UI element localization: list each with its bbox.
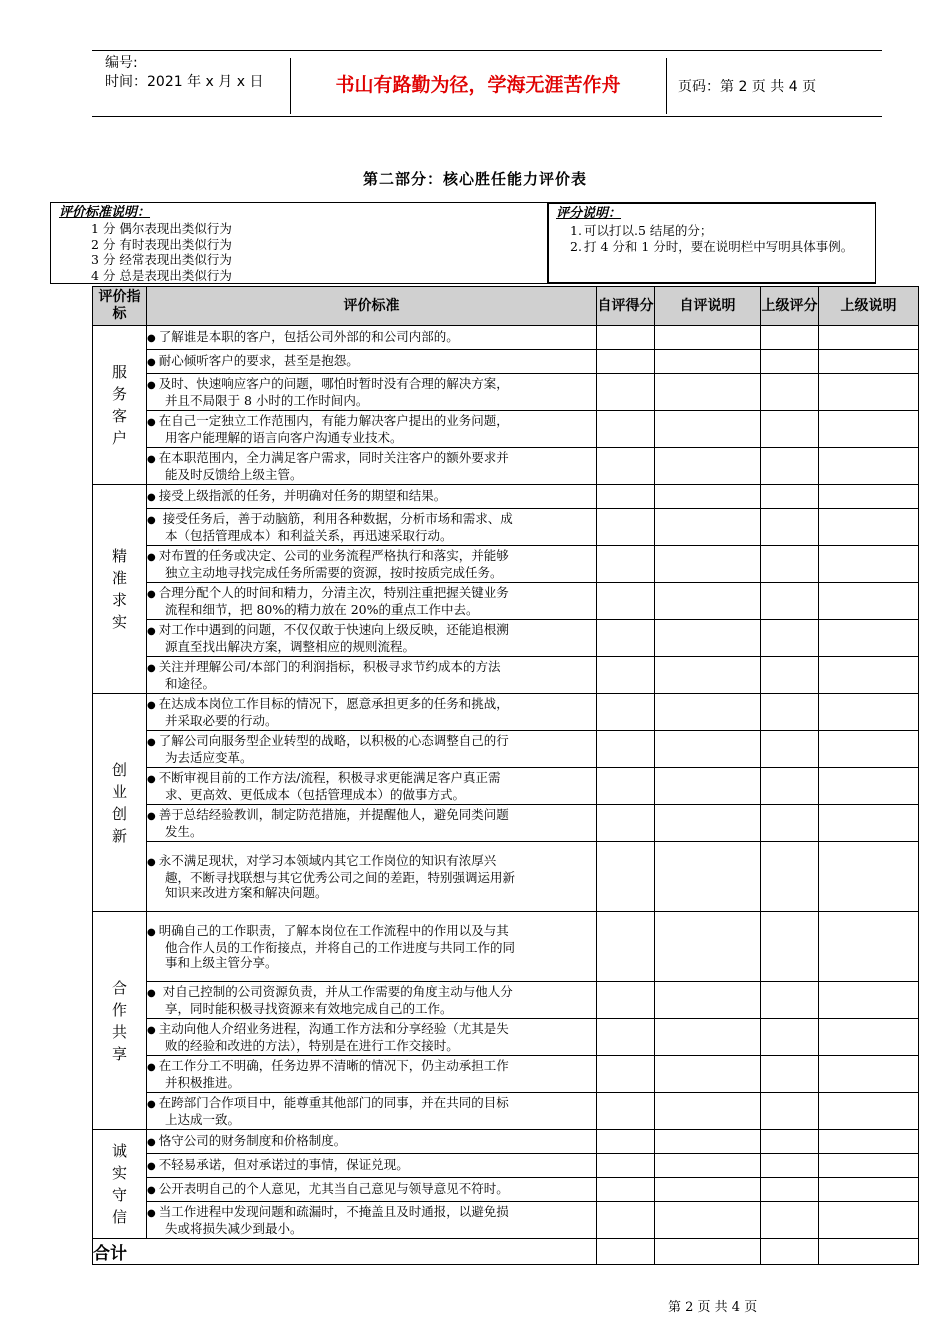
criteria-cell (147, 1056, 597, 1093)
table-row (93, 694, 919, 731)
bullet-icon: ● (147, 333, 156, 344)
criteria-legend-item: 2 分 有时表现出类似行为 (91, 236, 232, 252)
self-note-cell[interactable] (655, 842, 761, 912)
table-row (93, 485, 919, 509)
total-self-score-cell[interactable] (597, 1239, 655, 1265)
criteria-cell (147, 1178, 597, 1202)
header-self-score: 自评得分 (597, 287, 655, 326)
scoring-legend-num: 1. (570, 223, 582, 238)
bullet-icon: ● (147, 1062, 156, 1073)
supervisor-note-cell[interactable] (819, 1130, 919, 1154)
criteria-cell (147, 583, 597, 620)
criteria-text: 失或将损失减少到最小。 (165, 1221, 303, 1236)
indicator-cell (93, 912, 147, 1130)
bullet-icon: ● (147, 626, 156, 637)
indicator-label: 创业创新 (111, 760, 127, 845)
self-note-cell[interactable] (655, 731, 761, 768)
scoring-legend (547, 203, 876, 283)
bullet-icon: ● (147, 774, 156, 785)
criteria-text: 主动向他人介绍业务进程，沟通工作方法和分享经验（尤其是失 (158, 1021, 509, 1036)
supervisor-note-cell[interactable] (819, 731, 919, 768)
self-note-cell[interactable] (655, 982, 761, 1019)
self-score-cell[interactable] (597, 805, 655, 842)
supervisor-score-cell[interactable] (761, 583, 819, 620)
supervisor-note-cell[interactable] (819, 694, 919, 731)
table-row (93, 731, 919, 768)
criteria-text: 源直至找出解决方案，调整相应的规则流程。 (165, 639, 416, 654)
criteria-text: 善于总结经验教训，制定防范措施，并提醒他人，避免同类问题 (158, 807, 509, 822)
self-score-cell[interactable] (597, 1093, 655, 1130)
criteria-cell (147, 731, 597, 768)
bullet-icon: ● (147, 417, 156, 428)
scoring-legend-title: 评分说明： (556, 206, 622, 221)
header-supervisor-score: 上级评分 (761, 287, 819, 326)
indicator-label: 合作共享 (111, 978, 127, 1063)
criteria-text: 永不满足现状，对学习本领域内其它工作岗位的知识有浓厚兴 (158, 853, 497, 868)
supervisor-note-cell[interactable] (819, 546, 919, 583)
criteria-cell (147, 411, 597, 448)
indicator-cell (93, 1130, 147, 1239)
table-row (93, 583, 919, 620)
self-score-cell[interactable] (597, 768, 655, 805)
self-note-cell[interactable] (655, 805, 761, 842)
supervisor-score-cell[interactable] (761, 1178, 819, 1202)
header-separator (666, 58, 667, 114)
criteria-text: 并积极推进。 (165, 1075, 241, 1090)
criteria-text: 并且不局限于 8 小时的工作时间内。 (165, 393, 369, 408)
bullet-icon: ● (147, 1025, 156, 1036)
bullet-icon: ● (147, 492, 156, 503)
supervisor-score-cell[interactable] (761, 350, 819, 374)
self-note-cell[interactable] (655, 485, 761, 509)
scoring-legend-item (570, 239, 866, 255)
supervisor-note-cell[interactable] (819, 583, 919, 620)
table-row (93, 842, 919, 912)
criteria-cell (147, 350, 597, 374)
self-note-cell[interactable] (655, 411, 761, 448)
criteria-legend-item: 1 分 偶尔表现出类似行为 (91, 221, 232, 236)
self-score-cell[interactable] (597, 1019, 655, 1056)
criteria-text: 本（包括管理成本）和利益关系，再迅速采取行动。 (165, 528, 453, 543)
criteria-text: 并采取必要的行动。 (165, 713, 278, 728)
self-score-cell[interactable] (597, 546, 655, 583)
supervisor-note-cell[interactable] (819, 805, 919, 842)
table-row (93, 982, 919, 1019)
self-score-cell[interactable] (597, 1154, 655, 1178)
criteria-text: 接受上级指派的任务，并明确对任务的期望和结果。 (158, 488, 447, 503)
self-score-cell[interactable] (597, 982, 655, 1019)
supervisor-note-cell[interactable] (819, 1093, 919, 1130)
criteria-cell (147, 694, 597, 731)
supervisor-score-cell[interactable] (761, 1154, 819, 1178)
header-indicator: 评价指标 (93, 287, 147, 326)
supervisor-score-cell[interactable] (761, 805, 819, 842)
supervisor-score-cell[interactable] (761, 842, 819, 912)
table-row (93, 1202, 919, 1239)
supervisor-score-cell[interactable] (761, 448, 819, 485)
bullet-icon: ● (147, 811, 156, 822)
criteria-legend-item: 3 分 经常表现出类似行为 (91, 252, 232, 267)
bullet-icon: ● (147, 1137, 156, 1148)
supervisor-score-cell[interactable] (761, 1019, 819, 1056)
header-supervisor-note: 上级说明 (819, 287, 919, 326)
table-row (93, 509, 919, 546)
self-score-cell[interactable] (597, 694, 655, 731)
table-header-row (93, 287, 919, 326)
self-note-cell[interactable] (655, 768, 761, 805)
self-note-cell[interactable] (655, 1019, 761, 1056)
self-score-cell[interactable] (597, 620, 655, 657)
criteria-text: 用客户能理解的语言向客户沟通专业技术。 (165, 430, 403, 445)
supervisor-note-cell[interactable] (819, 1019, 919, 1056)
criteria-cell (147, 1093, 597, 1130)
self-score-cell[interactable] (597, 657, 655, 694)
header-top-rule (92, 50, 882, 51)
criteria-text: 和途径。 (165, 676, 216, 691)
criteria-cell (147, 509, 597, 546)
self-note-cell[interactable] (655, 326, 761, 350)
supervisor-note-cell[interactable] (819, 842, 919, 912)
criteria-cell (147, 657, 597, 694)
self-score-cell[interactable] (597, 912, 655, 982)
legend-box (50, 202, 876, 284)
self-score-cell[interactable] (597, 374, 655, 411)
table-row (93, 448, 919, 485)
table-row (93, 1019, 919, 1056)
criteria-text: 接受任务后，善于动脑筋，利用各种数据，分析市场和需求、成 (158, 511, 513, 526)
self-note-cell[interactable] (655, 509, 761, 546)
supervisor-score-cell[interactable] (761, 694, 819, 731)
criteria-text: 明确自己的工作职责，了解本岗位在工作流程中的作用以及与其 (158, 923, 509, 938)
criteria-text: 不断审视目前的工作方法/流程，积极寻求更能满足客户真正需 (158, 770, 501, 785)
header-bottom-rule (92, 116, 882, 117)
criteria-text: 恪守公司的财务制度和价格制度。 (158, 1133, 347, 1148)
header-motto: 书山有路勤为径，学海无涯苦作舟 (335, 74, 621, 96)
criteria-cell (147, 982, 597, 1019)
doc-time-label: 时间：2021 年 x 月 x 日 (105, 74, 264, 90)
supervisor-note-cell[interactable] (819, 657, 919, 694)
self-note-cell[interactable] (655, 694, 761, 731)
criteria-text: 关注并理解公司/本部门的利润指标，积极寻求节约成本的方法 (158, 659, 501, 674)
table-row (93, 912, 919, 982)
self-note-cell[interactable] (655, 1202, 761, 1239)
self-score-cell[interactable] (597, 1202, 655, 1239)
criteria-text: 在工作分工不明确，任务边界不清晰的情况下，仍主动承担工作 (158, 1058, 509, 1073)
bullet-icon: ● (147, 988, 156, 999)
criteria-text: 在自己一定独立工作范围内，有能力解决客户提出的业务问题， (158, 413, 509, 428)
supervisor-note-cell[interactable] (819, 448, 919, 485)
bullet-icon: ● (147, 515, 156, 526)
criteria-text: 不轻易承诺，但对承诺过的事情，保证兑现。 (158, 1157, 409, 1172)
self-note-cell[interactable] (655, 448, 761, 485)
supervisor-score-cell[interactable] (761, 485, 819, 509)
self-score-cell[interactable] (597, 1130, 655, 1154)
criteria-legend (51, 203, 547, 283)
supervisor-note-cell[interactable] (819, 374, 919, 411)
indicator-cell (93, 326, 147, 485)
supervisor-score-cell[interactable] (761, 1202, 819, 1239)
indicator-label: 精准求实 (111, 547, 127, 631)
criteria-text: 能及时反馈给上级主管。 (165, 467, 303, 482)
criteria-cell (147, 842, 597, 912)
scoring-legend-text: 打 4 分和 1 分时，要在说明栏中写明具体事例。 (584, 238, 854, 254)
criteria-text: 对工作中遇到的问题，不仅仅敢于快速向上级反映，还能追根溯 (158, 622, 509, 637)
criteria-legend-item: 4 分 总是表现出类似行为 (91, 267, 232, 283)
total-row (93, 1239, 919, 1265)
criteria-cell (147, 1154, 597, 1178)
bullet-icon: ● (147, 1099, 156, 1110)
criteria-text: 当工作进程中发现问题和疏漏时，不掩盖且及时通报，以避免损 (158, 1204, 509, 1219)
criteria-cell (147, 485, 597, 509)
self-note-cell[interactable] (655, 912, 761, 982)
criteria-cell (147, 448, 597, 485)
table-row (93, 326, 919, 350)
criteria-text: 了解公司向服务型企业转型的战略，以积极的心态调整自己的行 (158, 733, 509, 748)
self-score-cell[interactable] (597, 326, 655, 350)
supervisor-score-cell[interactable] (761, 546, 819, 583)
supervisor-score-cell[interactable] (761, 374, 819, 411)
bullet-icon: ● (147, 737, 156, 748)
scoring-legend-item (570, 223, 866, 239)
criteria-legend-list (91, 221, 232, 283)
self-score-cell[interactable] (597, 1056, 655, 1093)
supervisor-score-cell[interactable] (761, 982, 819, 1019)
criteria-text: 对布置的任务或决定、公司的业务流程严格执行和落实，并能够 (158, 548, 509, 563)
page-footer: 第 2 页 共 4 页 (668, 1300, 758, 1315)
self-note-cell[interactable] (655, 546, 761, 583)
bullet-icon: ● (147, 552, 156, 563)
criteria-cell (147, 768, 597, 805)
table-row (93, 768, 919, 805)
table-row (93, 1178, 919, 1202)
self-note-cell[interactable] (655, 1093, 761, 1130)
bullet-icon: ● (147, 1208, 156, 1219)
supervisor-score-cell[interactable] (761, 731, 819, 768)
indicator-cell (93, 694, 147, 912)
criteria-text: 了解谁是本职的客户，包括公司外部的和公司内部的。 (158, 329, 459, 344)
supervisor-note-cell[interactable] (819, 485, 919, 509)
criteria-text: 在跨部门合作项目中，能尊重其他部门的同事，并在共同的目标 (158, 1095, 509, 1110)
table-row (93, 546, 919, 583)
self-score-cell[interactable] (597, 411, 655, 448)
criteria-text: 在本职范围内，全力满足客户需求，同时关注客户的额外要求并 (158, 450, 509, 465)
criteria-cell (147, 620, 597, 657)
criteria-text: 耐心倾听客户的要求，甚至是抱怨。 (158, 353, 359, 368)
supervisor-score-cell[interactable] (761, 1093, 819, 1130)
criteria-text: 知识来改进方案和解决问题。 (165, 885, 328, 900)
page-title: 第二部分：核心胜任能力评价表 (362, 170, 587, 188)
criteria-text: 求、更高效、更低成本（包括管理成本）的做事方式。 (165, 787, 466, 802)
header-separator (290, 58, 291, 114)
table-row (93, 805, 919, 842)
supervisor-score-cell[interactable] (761, 411, 819, 448)
table-row (93, 620, 919, 657)
bullet-icon: ● (147, 454, 156, 465)
indicator-label: 服务客户 (111, 363, 127, 447)
doc-number-label: 编号: (105, 55, 138, 71)
criteria-text: 及时、快速响应客户的问题，哪怕时暂时没有合理的解决方案， (158, 376, 509, 391)
supervisor-note-cell[interactable] (819, 1154, 919, 1178)
supervisor-score-cell[interactable] (761, 912, 819, 982)
table-row (93, 657, 919, 694)
total-supervisor-note-cell[interactable] (819, 1239, 919, 1265)
bullet-icon: ● (147, 380, 156, 391)
scoring-legend-list (570, 223, 866, 254)
self-note-cell[interactable] (655, 583, 761, 620)
criteria-text: 对自己控制的公司资源负责，并从工作需要的角度主动与他人分 (158, 984, 513, 999)
self-note-cell[interactable] (655, 1130, 761, 1154)
self-note-cell[interactable] (655, 1178, 761, 1202)
header-self-note: 自评说明 (655, 287, 761, 326)
supervisor-score-cell[interactable] (761, 657, 819, 694)
criteria-text: 为去适应变革。 (165, 750, 253, 765)
criteria-text: 他合作人员的工作衔接点，并将自己的工作进度与共同工作的同 (165, 940, 516, 955)
supervisor-score-cell[interactable] (761, 1130, 819, 1154)
table-row (93, 374, 919, 411)
criteria-cell (147, 1019, 597, 1056)
table-row (93, 1093, 919, 1130)
criteria-text: 独立主动地寻找完成任务所需要的资源，按时按质完成任务。 (165, 565, 503, 580)
supervisor-note-cell[interactable] (819, 1178, 919, 1202)
criteria-legend-title: 评价标准说明： (59, 205, 151, 220)
criteria-cell (147, 1130, 597, 1154)
supervisor-score-cell[interactable] (761, 1056, 819, 1093)
criteria-text: 发生。 (165, 824, 203, 839)
self-note-cell[interactable] (655, 350, 761, 374)
self-note-cell[interactable] (655, 1154, 761, 1178)
supervisor-note-cell[interactable] (819, 768, 919, 805)
criteria-cell (147, 546, 597, 583)
criteria-cell (147, 1202, 597, 1239)
criteria-text: 公开表明自己的个人意见，尤其当自己意见与领导意见不符时。 (158, 1181, 509, 1196)
criteria-text: 享，同时能积极寻找资源来有效地完成自己的工作。 (165, 1001, 453, 1016)
table-row (93, 411, 919, 448)
evaluation-table (92, 286, 919, 1265)
bullet-icon: ● (147, 1161, 156, 1172)
self-score-cell[interactable] (597, 583, 655, 620)
supervisor-score-cell[interactable] (761, 620, 819, 657)
criteria-cell (147, 374, 597, 411)
criteria-text: 合理分配个人的时间和精力，分清主次，特别注重把握关键业务 (158, 585, 509, 600)
table-row (93, 1154, 919, 1178)
supervisor-note-cell[interactable] (819, 620, 919, 657)
supervisor-score-cell[interactable] (761, 509, 819, 546)
self-note-cell[interactable] (655, 374, 761, 411)
supervisor-note-cell[interactable] (819, 411, 919, 448)
scoring-legend-text: 可以打以.5 结尾的分； (584, 223, 713, 238)
header-meta (105, 54, 263, 92)
bullet-icon: ● (147, 663, 156, 674)
header-criteria: 评价标准 (147, 287, 597, 326)
criteria-text: 败的经验和改进的方法），特别是在进行工作交接时。 (165, 1038, 459, 1053)
supervisor-note-cell[interactable] (819, 1202, 919, 1239)
self-score-cell[interactable] (597, 350, 655, 374)
self-score-cell[interactable] (597, 731, 655, 768)
total-self-note-cell[interactable] (655, 1239, 761, 1265)
scoring-legend-num: 2. (570, 238, 582, 254)
criteria-text: 趣，不断寻找联想与其它优秀公司之间的差距，特别强调运用新 (165, 870, 516, 885)
supervisor-note-cell[interactable] (819, 982, 919, 1019)
criteria-cell (147, 912, 597, 982)
indicator-label: 诚实守信 (111, 1142, 127, 1226)
supervisor-note-cell[interactable] (819, 1056, 919, 1093)
supervisor-note-cell[interactable] (819, 912, 919, 982)
bullet-icon: ● (147, 700, 156, 711)
criteria-text: 流程和细节，把 80%的精力放在 20%的重点工作中去。 (165, 602, 479, 617)
self-note-cell[interactable] (655, 657, 761, 694)
criteria-text: 事和上级主管分享。 (165, 955, 278, 970)
bullet-icon: ● (147, 857, 156, 868)
self-score-cell[interactable] (597, 842, 655, 912)
supervisor-note-cell[interactable] (819, 350, 919, 374)
supervisor-note-cell[interactable] (819, 509, 919, 546)
indicator-cell (93, 485, 147, 694)
self-score-cell[interactable] (597, 448, 655, 485)
criteria-cell (147, 326, 597, 350)
table-row (93, 350, 919, 374)
criteria-text: 上达成一致。 (165, 1112, 241, 1127)
criteria-cell (147, 805, 597, 842)
self-note-cell[interactable] (655, 620, 761, 657)
self-score-cell[interactable] (597, 1178, 655, 1202)
total-supervisor-score-cell[interactable] (761, 1239, 819, 1265)
supervisor-note-cell[interactable] (819, 326, 919, 350)
total-label: 合计 (93, 1239, 597, 1265)
self-score-cell[interactable] (597, 485, 655, 509)
header-page-number: 页码：第 2 页 共 4 页 (678, 79, 817, 95)
self-note-cell[interactable] (655, 1056, 761, 1093)
criteria-text: 在达成本岗位工作目标的情况下，愿意承担更多的任务和挑战， (158, 696, 509, 711)
table-row (93, 1130, 919, 1154)
evaluation-sheet (92, 286, 922, 1266)
table-row (93, 1056, 919, 1093)
self-score-cell[interactable] (597, 509, 655, 546)
bullet-icon: ● (147, 589, 156, 600)
bullet-icon: ● (147, 357, 156, 368)
bullet-icon: ● (147, 1185, 156, 1196)
supervisor-score-cell[interactable] (761, 326, 819, 350)
bullet-icon: ● (147, 927, 156, 938)
supervisor-score-cell[interactable] (761, 768, 819, 805)
